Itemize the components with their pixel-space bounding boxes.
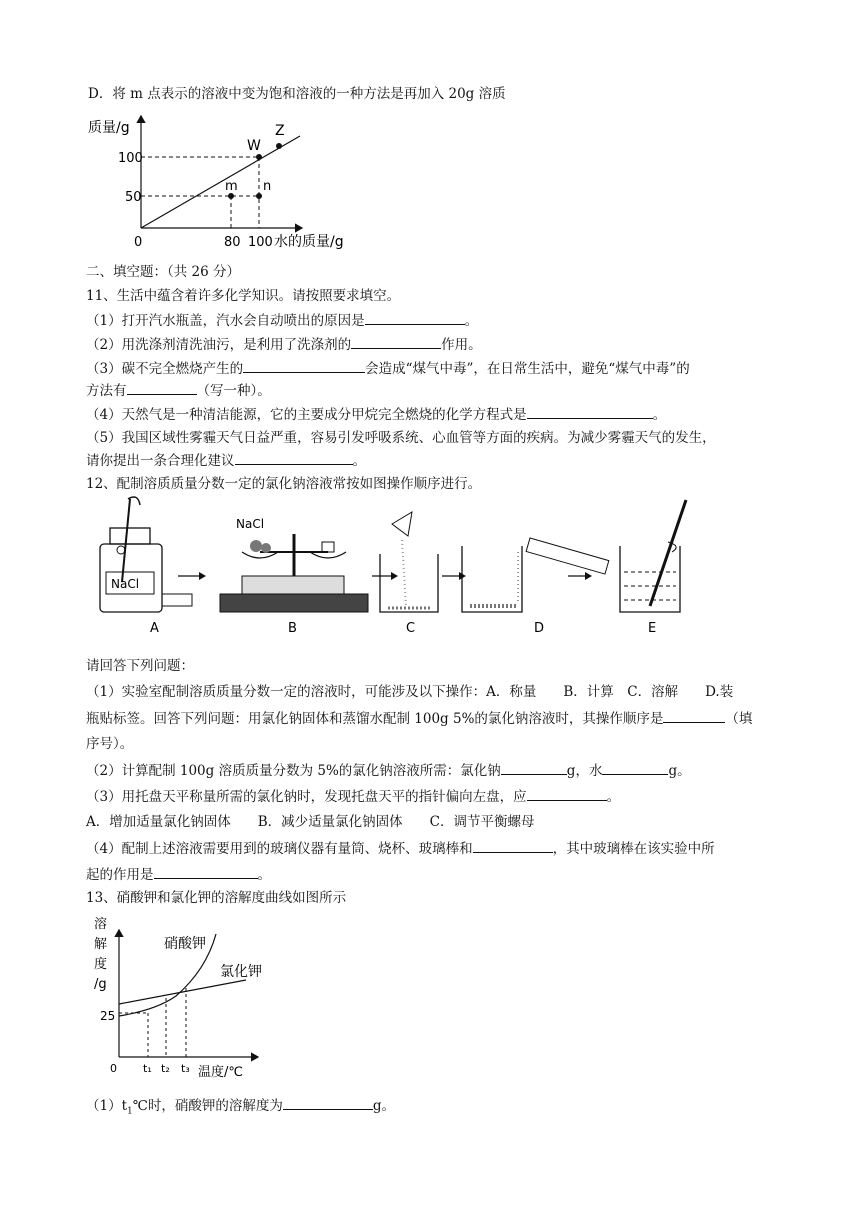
q12-part4-cont: 起的作用是 。 — [86, 867, 271, 883]
blank[interactable] — [663, 709, 725, 723]
blank[interactable] — [473, 839, 553, 853]
blank[interactable] — [365, 311, 465, 325]
curve-kcl — [119, 980, 246, 1004]
y-label-2: 解 — [94, 937, 108, 952]
bottle-stopper — [162, 594, 192, 606]
experiment-figure — [90, 494, 700, 644]
q11-part3-cont: 方法有 （写一种）。 — [86, 383, 271, 399]
q12-part1: （1）实验室配制溶质质量分数一定的溶液时，可能涉及以下操作：A．称量 B．计算 C．溶解 D.装 — [86, 684, 734, 700]
blank[interactable] — [154, 865, 258, 879]
blank[interactable] — [527, 787, 607, 801]
label-d: D — [534, 621, 545, 636]
curve-kcl-label: 氯化钾 — [220, 964, 262, 980]
y-label-4: /g — [94, 977, 107, 992]
y-label-3: 度 — [94, 957, 108, 972]
x-tick-80: 80 — [224, 235, 241, 250]
blank[interactable] — [602, 761, 668, 775]
balance-label: NaCl — [236, 517, 265, 531]
label-z: Z — [275, 123, 285, 139]
y-tick-25: 25 — [100, 1009, 116, 1023]
blank[interactable] — [235, 451, 353, 465]
q10-option-d: D．将 m 点表示的溶液中变为饱和溶液的一种方法是再加入 20g 溶质 — [88, 86, 506, 102]
reagent-bottle — [100, 497, 162, 612]
y-label-1: 溶 — [94, 917, 108, 932]
y-axis-label: 质量/g — [88, 120, 130, 136]
origin-label: 0 — [134, 235, 143, 250]
q11-part5-cont: 请你提出一条合理化建议 。 — [86, 453, 366, 469]
q11-part5: （5）我国区域性雾霾天气日益严重，容易引发呼吸系统、心血管等方面的疾病。为减少雾霾天气的发生， — [86, 430, 716, 446]
q12-stem: 12、配制溶质质量分数一定的氯化钠溶液常按如图操作顺序进行。 — [86, 476, 482, 492]
q13-part1: $(1)t_1℃$时，硝酸钾的溶解度为 g。 — [86, 1098, 396, 1117]
mass-line — [141, 136, 300, 228]
label-w: W — [247, 138, 261, 154]
x-tick-t2: t₂ — [161, 1062, 170, 1075]
point-w — [256, 154, 262, 160]
label-a: A — [150, 621, 159, 636]
label-b: B — [288, 621, 297, 636]
blank[interactable] — [127, 381, 197, 395]
q11-part4: （4）天然气是一种清洁能源，它的主要成分甲烷完全燃烧的化学方程式是 。 — [86, 407, 667, 423]
q12-part3: （3）用托盘天平称量所需的氯化钠时，发现托盘天平的指针偏向左盘，应 。 — [86, 789, 621, 805]
solubility-graph — [86, 912, 276, 1082]
x-tick-t1: t₁ — [143, 1062, 152, 1075]
point-z — [276, 143, 282, 149]
beaker-c — [380, 512, 438, 612]
blank[interactable] — [527, 405, 653, 419]
q11-stem: 11、生活中蕴含着许多化学知识。请按照要求填空。 — [86, 288, 401, 304]
curve-kno3-label: 硝酸钾 — [164, 936, 206, 952]
q12-part2: （2）计算配制 100g 溶质质量分数为 5%的氯化钠溶液所需：氯化钠 g，水 g。 — [86, 763, 691, 779]
q11-part3: （3）碳不完全燃烧产生的 会造成“煤气中毒”，在日常生活中，避免“煤气中毒”的 — [86, 361, 690, 377]
label-n: n — [263, 179, 272, 194]
y-tick-100: 100 — [118, 151, 143, 166]
beaker-e — [620, 500, 686, 612]
x-tick-t3: t₃ — [181, 1062, 190, 1075]
blank[interactable] — [501, 761, 567, 775]
point-n — [256, 193, 262, 199]
q13-stem: 13、硝酸钾和氯化钾的溶解度曲线如图所示 — [86, 890, 347, 906]
blank[interactable] — [283, 1096, 373, 1110]
label-m: m — [225, 179, 238, 194]
y-tick-50: 50 — [125, 190, 142, 205]
label-c: C — [406, 621, 416, 636]
blank[interactable] — [243, 359, 365, 373]
origin-label-2: 0 — [110, 1062, 117, 1075]
q11-part1: （1）打开汽水瓶盖，汽水会自动喷出的原因是 。 — [86, 313, 479, 329]
x-axis-label: 水的质量/g — [274, 234, 344, 250]
bottle-label: NaCl — [111, 577, 140, 591]
q12-part1-end: 序号）。 — [86, 736, 134, 752]
label-e: E — [648, 621, 657, 636]
q11-part2: （2）用洗涤剂清洗油污，是利用了洗涤剂的 作用。 — [86, 337, 482, 353]
q12-part3-options: A．增加适量氯化钠固体 B．减少适量氯化钠固体 C．调节平衡螺母 — [86, 814, 535, 830]
q12-part1-cont: 瓶贴标签。回答下列问题：用氯化钠固体和蒸馏水配制 100g 5%的氯化钠溶液时，其操作顺序是 （填 — [86, 711, 753, 727]
section-title: 二、填空题：（共 26 分） — [86, 264, 241, 280]
mass-graph — [80, 112, 370, 257]
q12-part4: （4）配制上述溶液需要用到的玻璃仪器有量筒、烧杯、玻璃棒和 ，其中玻璃棒在该实验中所 — [86, 841, 715, 857]
blank[interactable] — [351, 335, 441, 349]
x-tick-100: 100 — [248, 235, 273, 250]
x-axis-label-2: 温度/℃ — [198, 1065, 243, 1080]
q12-ask: 请回答下列问题： — [86, 658, 194, 674]
balance — [220, 517, 368, 612]
